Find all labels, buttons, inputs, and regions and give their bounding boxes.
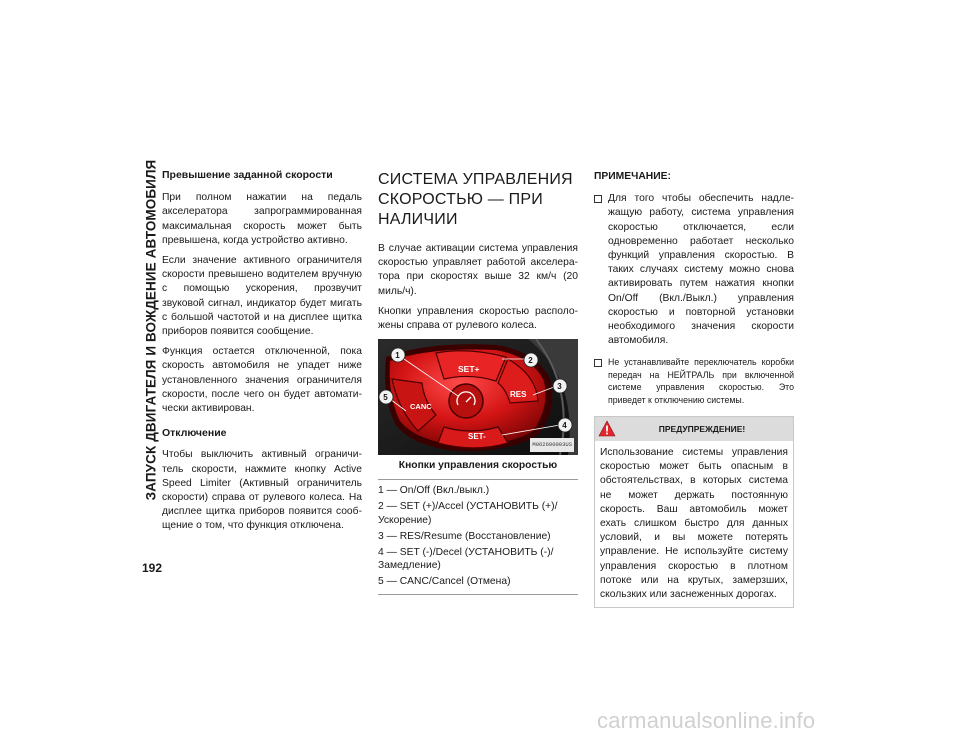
warning-header (595, 417, 793, 441)
note-bullet (594, 356, 794, 406)
note-bullet (594, 192, 794, 348)
on-off-button (449, 384, 483, 418)
note-bullet-text: Для того чтобы обеспечить надлежащую работу, система управления скоростью отключается, если одновременно работает несколько функций управления скоростью. В таких случаях систему можно снова активировать путем нажатия кнопки On/Off (Вкл./Выкл.) управления скоростью и повторной установки необходимого значения скорости автомобиля. (608, 193, 794, 347)
note-bullet-text: Не устанавливайте переключатель коробки передач на НЕЙТРАЛЬ при включенной системе управления скоростью. Это приведет к отключению системы. (608, 357, 794, 405)
column-left (162, 168, 362, 540)
warning-box (594, 416, 794, 608)
canc-label: CANC (410, 402, 432, 412)
page-number: 192 (142, 561, 163, 575)
paragraph: В случае активации система управления скоростью управляет работой акселератора при скоростях выше 32 км/ч (20 миль/ч). (378, 243, 578, 297)
warning-text: Использование системы управления скоростью может быть опасным в обстоятельствах, в которых система не может держать постоянную скорость. Ваш автомобиль может ехать слишком быстро для данных условий, и вы можете потерять управление. Не используйте систему управления скоростью в плотном потоке или на крутых, замерзших, скользких или заснеженных дорогах. (600, 447, 788, 601)
footer-watermark: carmanualsonline.info (597, 708, 816, 733)
speed-control-buttons-figure (378, 339, 578, 455)
set-minus-label: SET- (468, 432, 486, 442)
column-right (594, 170, 794, 608)
square-bullet-icon (594, 359, 602, 367)
figure-legend (378, 479, 578, 595)
svg-text:4: 4 (562, 421, 567, 431)
svg-text:3: 3 (557, 382, 562, 392)
paragraph: Чтобы выключить активный ограничитель скорости, нажмите кнопку Active Speed Limiter (Активный ограничитель скорости) справа от рулевого колеса. На дисплее щитка приборов появится сообщение о том, что функция отключена. (162, 449, 362, 532)
warning-title: ПРЕДУПРЕЖДЕНИЕ! (658, 424, 746, 435)
column-middle (378, 170, 578, 595)
paragraph: Кнопки управления скоростью расположены справа от рулевого колеса. (378, 305, 578, 332)
square-bullet-icon (594, 195, 602, 203)
figure-caption: Кнопки управления скоростью (398, 460, 558, 472)
heading-speed-exceed: Превышение заданной скорости (162, 169, 333, 181)
svg-text:5: 5 (383, 393, 388, 403)
res-label: RES (510, 390, 527, 400)
chapter-side-title-text: ЗАПУСК ДВИГАТЕЛЯ И ВОЖДЕНИЕ АВТОМОБИЛЯ (143, 159, 159, 501)
legend-item: 3 — RES/Resume (Восстановление) (378, 530, 551, 542)
paragraph: Если значение активного ограничителя скорости превышено водителем вручную с помощью ускорения, прозвучит звуковой сигнал, индикатор будет мигать с большой частотой и на дисплее щитка приборов появится сообщение. (162, 255, 362, 338)
legend-item: 2 — SET (+)/Accel (УСТАНОВИТЬ (+)/ Ускорение) (378, 501, 558, 527)
heading-disable: Отключение (162, 427, 227, 440)
figure-code: M062600003US (530, 438, 574, 452)
legend-item: 5 — CANC/Cancel (Отмена) (378, 576, 511, 588)
section-heading: СИСТЕМА УПРАВЛЕНИЯ СКОРОСТЬЮ — ПРИ НАЛИЧИИ (378, 171, 573, 228)
chapter-side-title (140, 150, 162, 510)
svg-text:2: 2 (528, 356, 533, 366)
svg-text:1: 1 (395, 351, 400, 361)
warning-triangle-icon (598, 420, 616, 437)
set-plus-label: SET+ (458, 364, 480, 375)
legend-item: 1 — On/Off (Вкл./выкл.) (378, 485, 490, 497)
paragraph: Функция остается отключенной, пока скорость автомобиля не упадет ниже установленного значения ограничителя скорости, после чего он будет автоматически активирован. (162, 346, 362, 415)
paragraph: При полном нажатии на педаль акселератора запрограммированная максимальная скорость может быть превышена, когда устройство активно. (162, 192, 362, 246)
legend-item: 4 — SET (-)/Decel (УСТАНОВИТЬ (-)/ Замедление) (378, 546, 554, 572)
note-title: ПРИМЕЧАНИЕ: (594, 171, 671, 182)
